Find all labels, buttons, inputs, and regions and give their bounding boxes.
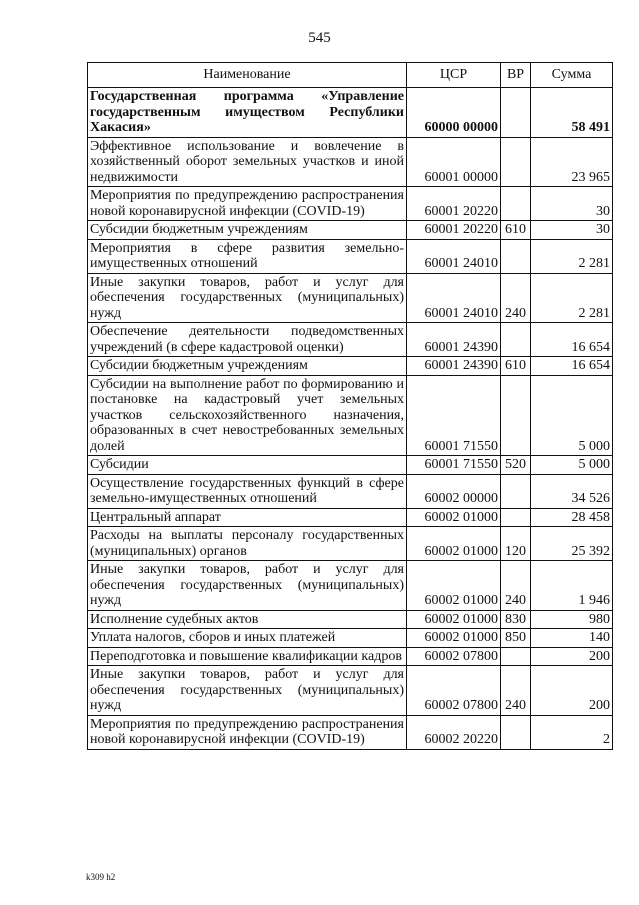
cell-sum: 23 965 <box>531 137 613 187</box>
cell-vr: 610 <box>501 357 531 376</box>
cell-csr: 60002 20220 <box>407 715 501 749</box>
cell-name: Иные закупки товаров, работ и услуг для обеспечения государственных (муниципальных) нужд <box>88 561 407 611</box>
cell-name: Субсидии <box>88 456 407 475</box>
cell-name: Иные закупки товаров, работ и услуг для обеспечения государственных (муниципальных) нужд <box>88 666 407 716</box>
cell-csr: 60000 00000 <box>407 88 501 138</box>
cell-vr <box>501 715 531 749</box>
cell-sum: 980 <box>531 610 613 629</box>
cell-name: Исполнение судебных актов <box>88 610 407 629</box>
header-name: Наименование <box>88 63 407 88</box>
cell-name: Эффективное использование и вовлечение в хозяйственный оборот земельных участков и иной недвижимости <box>88 137 407 187</box>
cell-csr: 60001 24010 <box>407 273 501 323</box>
cell-vr <box>501 88 531 138</box>
cell-csr: 60001 24390 <box>407 323 501 357</box>
cell-vr: 240 <box>501 561 531 611</box>
table-row <box>88 88 613 138</box>
table-row <box>88 456 613 475</box>
cell-sum: 25 392 <box>531 527 613 561</box>
cell-vr: 240 <box>501 273 531 323</box>
cell-name: Центральный аппарат <box>88 508 407 527</box>
cell-sum: 30 <box>531 187 613 221</box>
cell-sum: 2 281 <box>531 239 613 273</box>
cell-sum: 140 <box>531 629 613 648</box>
table-row <box>88 239 613 273</box>
cell-vr <box>501 474 531 508</box>
cell-csr: 60001 71550 <box>407 375 501 456</box>
cell-sum: 58 491 <box>531 88 613 138</box>
cell-name: Осуществление государственных функций в сфере земельно-имущественных отношений <box>88 474 407 508</box>
cell-vr: 610 <box>501 221 531 240</box>
budget-table <box>87 62 613 750</box>
cell-vr <box>501 375 531 456</box>
cell-vr: 830 <box>501 610 531 629</box>
cell-sum: 28 458 <box>531 508 613 527</box>
cell-name: Переподготовка и повышение квалификации кадров <box>88 647 407 666</box>
cell-vr <box>501 508 531 527</box>
cell-csr: 60001 24390 <box>407 357 501 376</box>
table-row <box>88 715 613 749</box>
cell-csr: 60001 24010 <box>407 239 501 273</box>
cell-name: Государственная программа «Управление государственным имуществом Республики Хакасия» <box>88 88 407 138</box>
table-body <box>88 88 613 750</box>
table-row <box>88 357 613 376</box>
cell-sum: 5 000 <box>531 375 613 456</box>
cell-sum: 200 <box>531 647 613 666</box>
cell-csr: 60001 00000 <box>407 137 501 187</box>
cell-sum: 2 <box>531 715 613 749</box>
table-row <box>88 647 613 666</box>
cell-name: Обеспечение деятельности подведомственных учреждений (в сфере кадастровой оценки) <box>88 323 407 357</box>
cell-csr: 60001 71550 <box>407 456 501 475</box>
cell-vr <box>501 137 531 187</box>
header-vr: ВР <box>501 63 531 88</box>
cell-csr: 60002 01000 <box>407 610 501 629</box>
cell-vr: 520 <box>501 456 531 475</box>
cell-csr: 60001 20220 <box>407 221 501 240</box>
table-row <box>88 610 613 629</box>
cell-name: Расходы на выплаты персоналу государственных (муниципальных) органов <box>88 527 407 561</box>
cell-csr: 60002 01000 <box>407 561 501 611</box>
cell-vr <box>501 239 531 273</box>
cell-sum: 1 946 <box>531 561 613 611</box>
cell-csr: 60002 01000 <box>407 629 501 648</box>
cell-csr: 60002 01000 <box>407 508 501 527</box>
cell-vr: 120 <box>501 527 531 561</box>
footer-code: k309 h2 <box>86 872 116 882</box>
table-row <box>88 273 613 323</box>
cell-name: Иные закупки товаров, работ и услуг для обеспечения государственных (муниципальных) нужд <box>88 273 407 323</box>
table-header-row <box>88 63 613 88</box>
cell-vr: 850 <box>501 629 531 648</box>
cell-sum: 16 654 <box>531 357 613 376</box>
cell-sum: 30 <box>531 221 613 240</box>
cell-sum: 34 526 <box>531 474 613 508</box>
cell-name: Субсидии бюджетным учреждениям <box>88 221 407 240</box>
table-row <box>88 137 613 187</box>
cell-vr <box>501 187 531 221</box>
table-row <box>88 629 613 648</box>
table-row <box>88 375 613 456</box>
table-row <box>88 508 613 527</box>
cell-csr: 60002 07800 <box>407 666 501 716</box>
cell-csr: 60002 00000 <box>407 474 501 508</box>
table-row <box>88 221 613 240</box>
table-row <box>88 187 613 221</box>
cell-name: Мероприятия по предупреждению распространения новой коронавирусной инфекции (COVID-19) <box>88 715 407 749</box>
cell-name: Субсидии бюджетным учреждениям <box>88 357 407 376</box>
page-number: 545 <box>308 30 331 46</box>
cell-name: Мероприятия по предупреждению распространения новой коронавирусной инфекции (COVID-19) <box>88 187 407 221</box>
cell-name: Уплата налогов, сборов и иных платежей <box>88 629 407 648</box>
table-row <box>88 323 613 357</box>
cell-sum: 16 654 <box>531 323 613 357</box>
cell-csr: 60002 07800 <box>407 647 501 666</box>
cell-name: Субсидии на выполнение работ по формированию и постановке на кадастровый учет земельных участков сельскохозяйственного назначения, образованных в счет невостребованных земельных долей <box>88 375 407 456</box>
cell-sum: 5 000 <box>531 456 613 475</box>
table-row <box>88 474 613 508</box>
header-csr: ЦСР <box>407 63 501 88</box>
cell-csr: 60002 01000 <box>407 527 501 561</box>
cell-csr: 60001 20220 <box>407 187 501 221</box>
header-sum: Сумма <box>531 63 613 88</box>
cell-sum: 2 281 <box>531 273 613 323</box>
cell-name: Мероприятия в сфере развития земельно-имущественных отношений <box>88 239 407 273</box>
table-row <box>88 561 613 611</box>
table-row <box>88 527 613 561</box>
cell-vr: 240 <box>501 666 531 716</box>
cell-vr <box>501 323 531 357</box>
cell-vr <box>501 647 531 666</box>
table-row <box>88 666 613 716</box>
cell-sum: 200 <box>531 666 613 716</box>
